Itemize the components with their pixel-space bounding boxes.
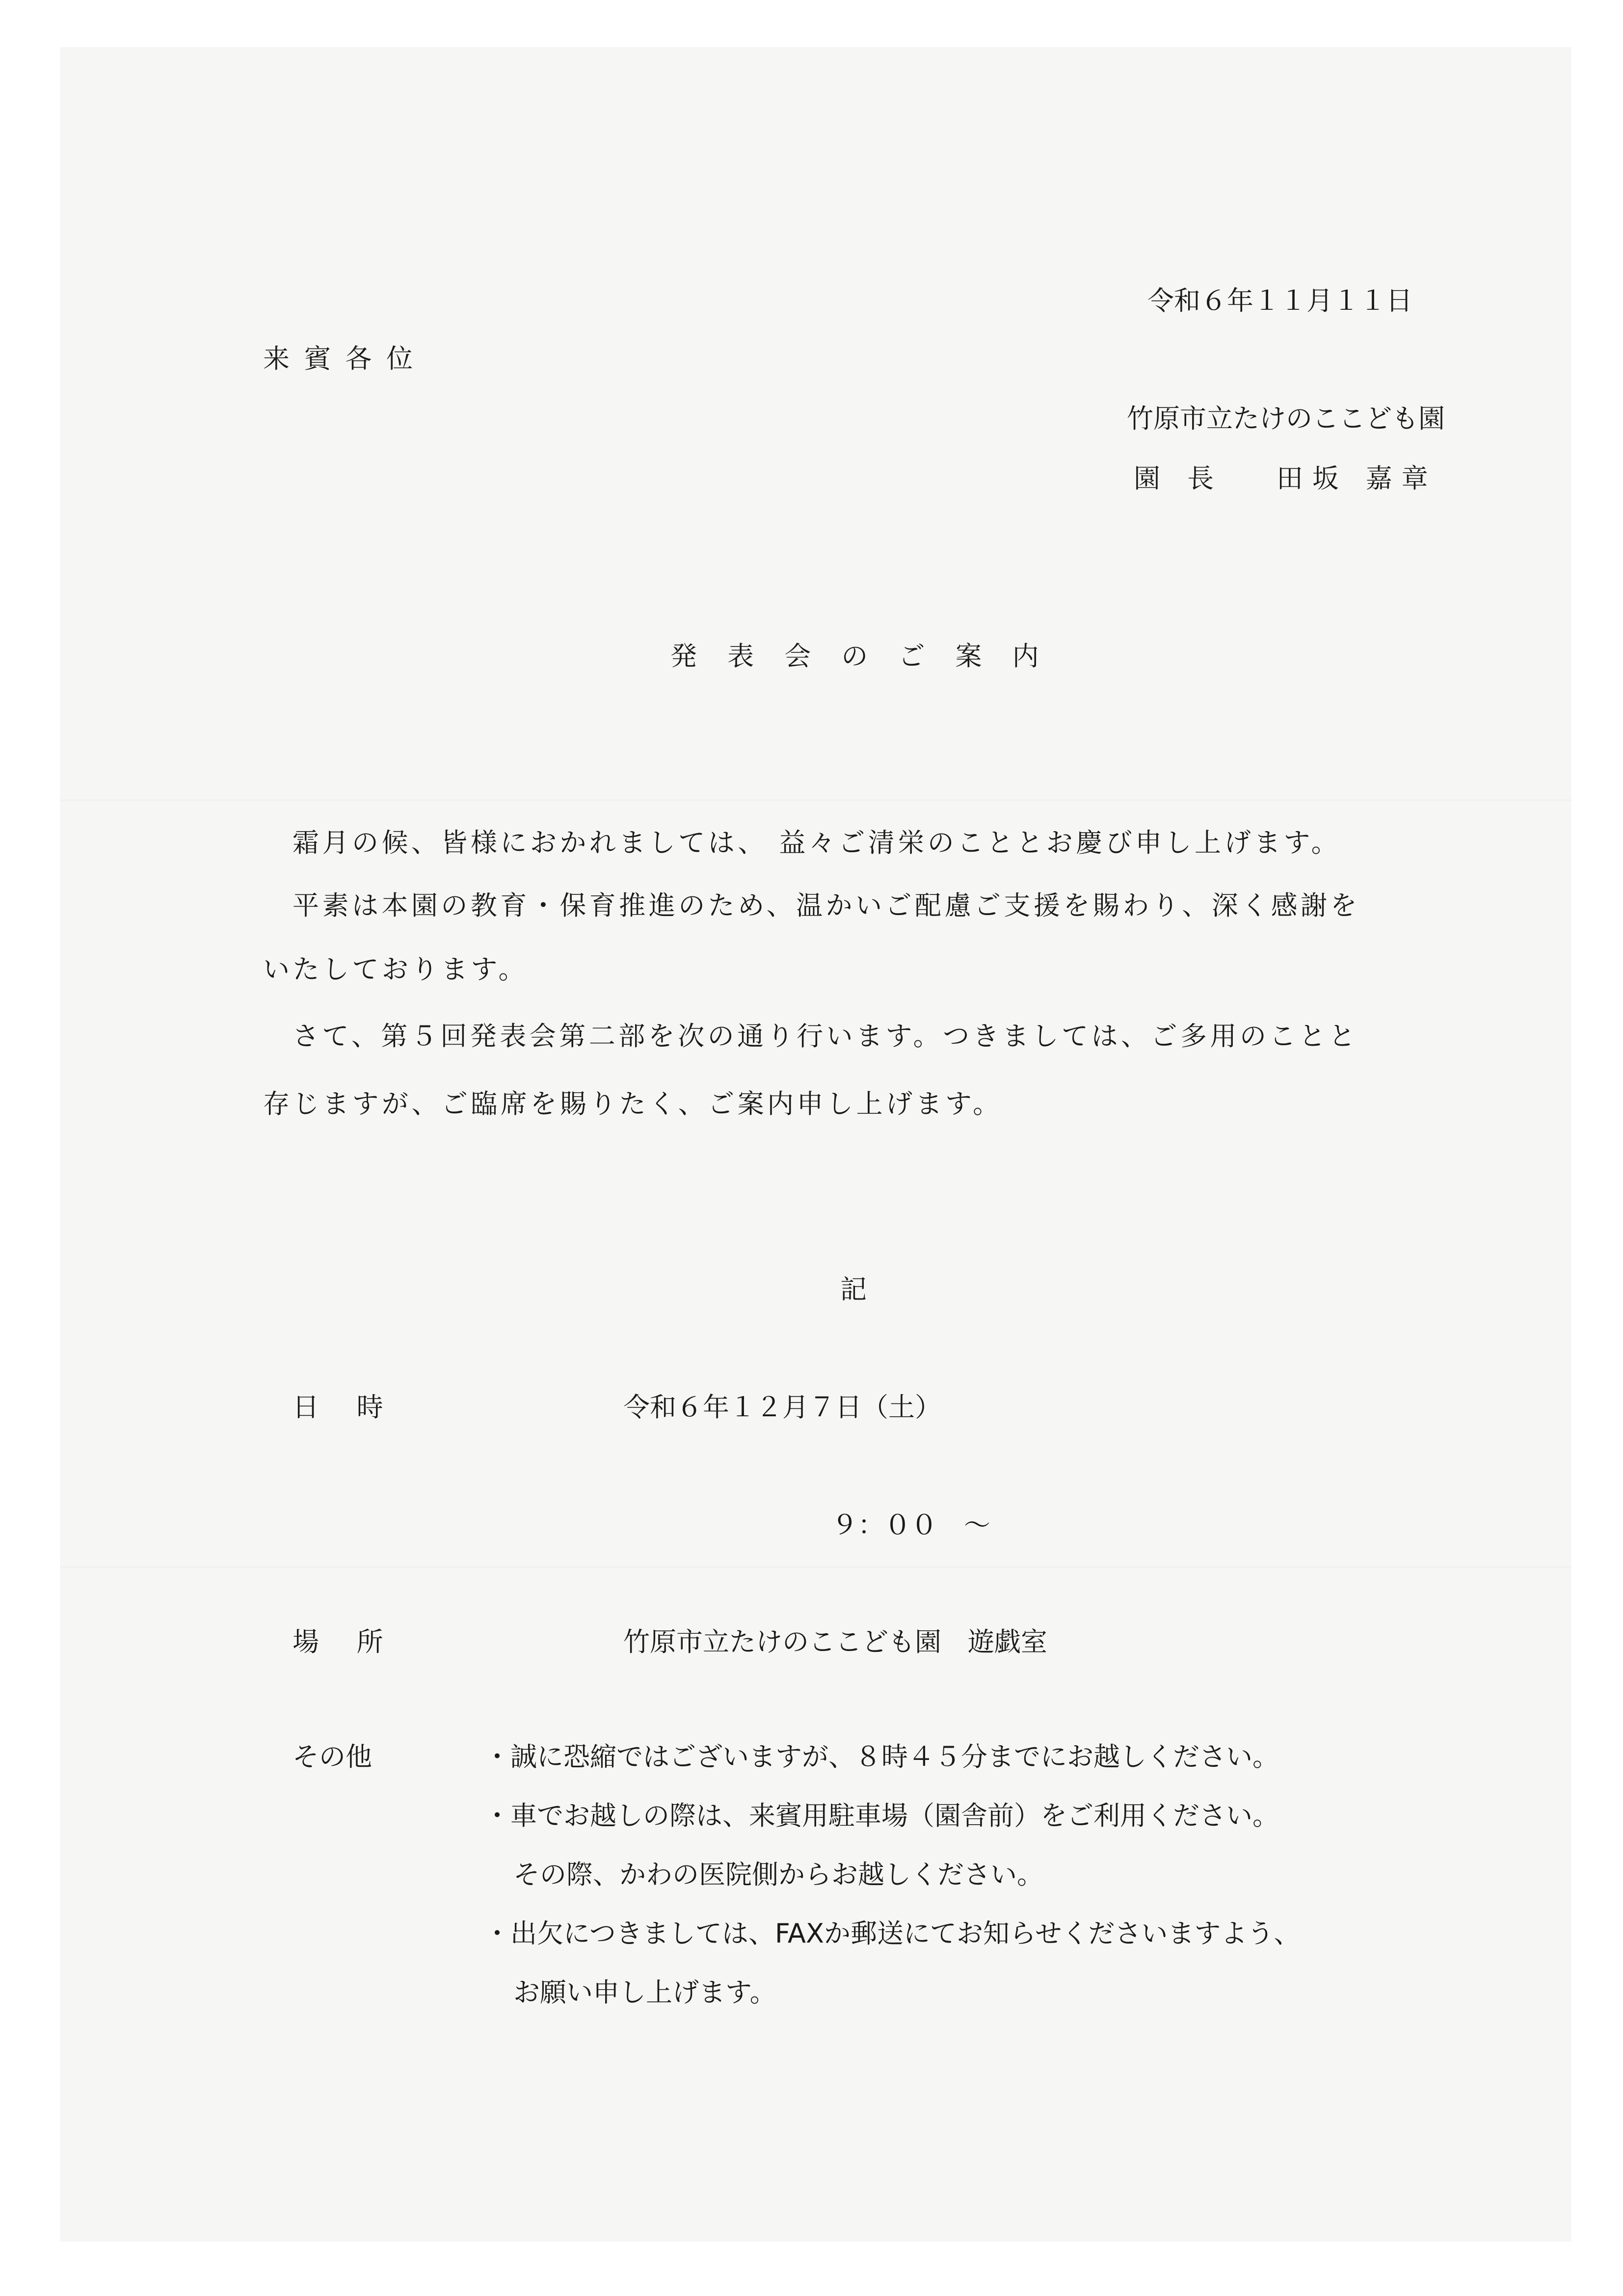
- addressee: 来賓各位: [263, 343, 427, 374]
- place-label: 場 所: [293, 1626, 398, 1657]
- note-item-continued: その際、かわの医院側からお越しください。: [513, 1859, 1043, 1890]
- note-item-continued: お願い申し上げます。: [513, 1977, 776, 2008]
- sender-organization: 竹原市立たけのここども園: [1127, 403, 1445, 434]
- body-line: 霜月の候、皆様におかれましては、 益々ご清栄のこととお慶び申し上げます。: [293, 827, 1341, 858]
- paper-fold-line: [60, 1566, 1571, 1568]
- body-line: 平素は本園の教育・保育推進のため、温かいご配慮ご支援を賜わり、深く感謝を: [293, 890, 1360, 921]
- body-line: 存じますが、ご臨席を賜りたく、ご案内申し上げます。: [263, 1088, 1003, 1119]
- time-value: ９：００ ～: [831, 1510, 990, 1540]
- note-item: ・出欠につきましては、FAXか郵送にてお知らせくださいますよう、: [484, 1918, 1301, 1949]
- other-label: その他: [293, 1741, 372, 1772]
- letter-title: 発表会のご案内: [670, 641, 1069, 672]
- note-item: ・誠に恐縮ではございますが、８時４５分までにお越しください。: [484, 1741, 1279, 1772]
- paper-fold-line: [60, 799, 1571, 801]
- sender-name: 園 長 田坂 嘉章: [1134, 463, 1437, 494]
- body-line: さて、第５回発表会第二部を次の通り行います。つきましては、ご多用のことと: [293, 1021, 1358, 1052]
- note-item: ・車でお越しの際は、来賓用駐車場（園舎前）をご利用ください。: [484, 1800, 1279, 1831]
- letter-date: 令和６年１１月１１日: [1147, 285, 1412, 316]
- place-value: 竹原市立たけのここども園 遊戯室: [623, 1626, 1047, 1657]
- letter-paper: [60, 47, 1571, 2242]
- ki-heading: 記: [840, 1274, 867, 1305]
- datetime-label: 日 時: [293, 1392, 398, 1423]
- body-line: いたしております。: [263, 954, 528, 985]
- datetime-value: 令和６年１２月７日（土）: [623, 1392, 941, 1423]
